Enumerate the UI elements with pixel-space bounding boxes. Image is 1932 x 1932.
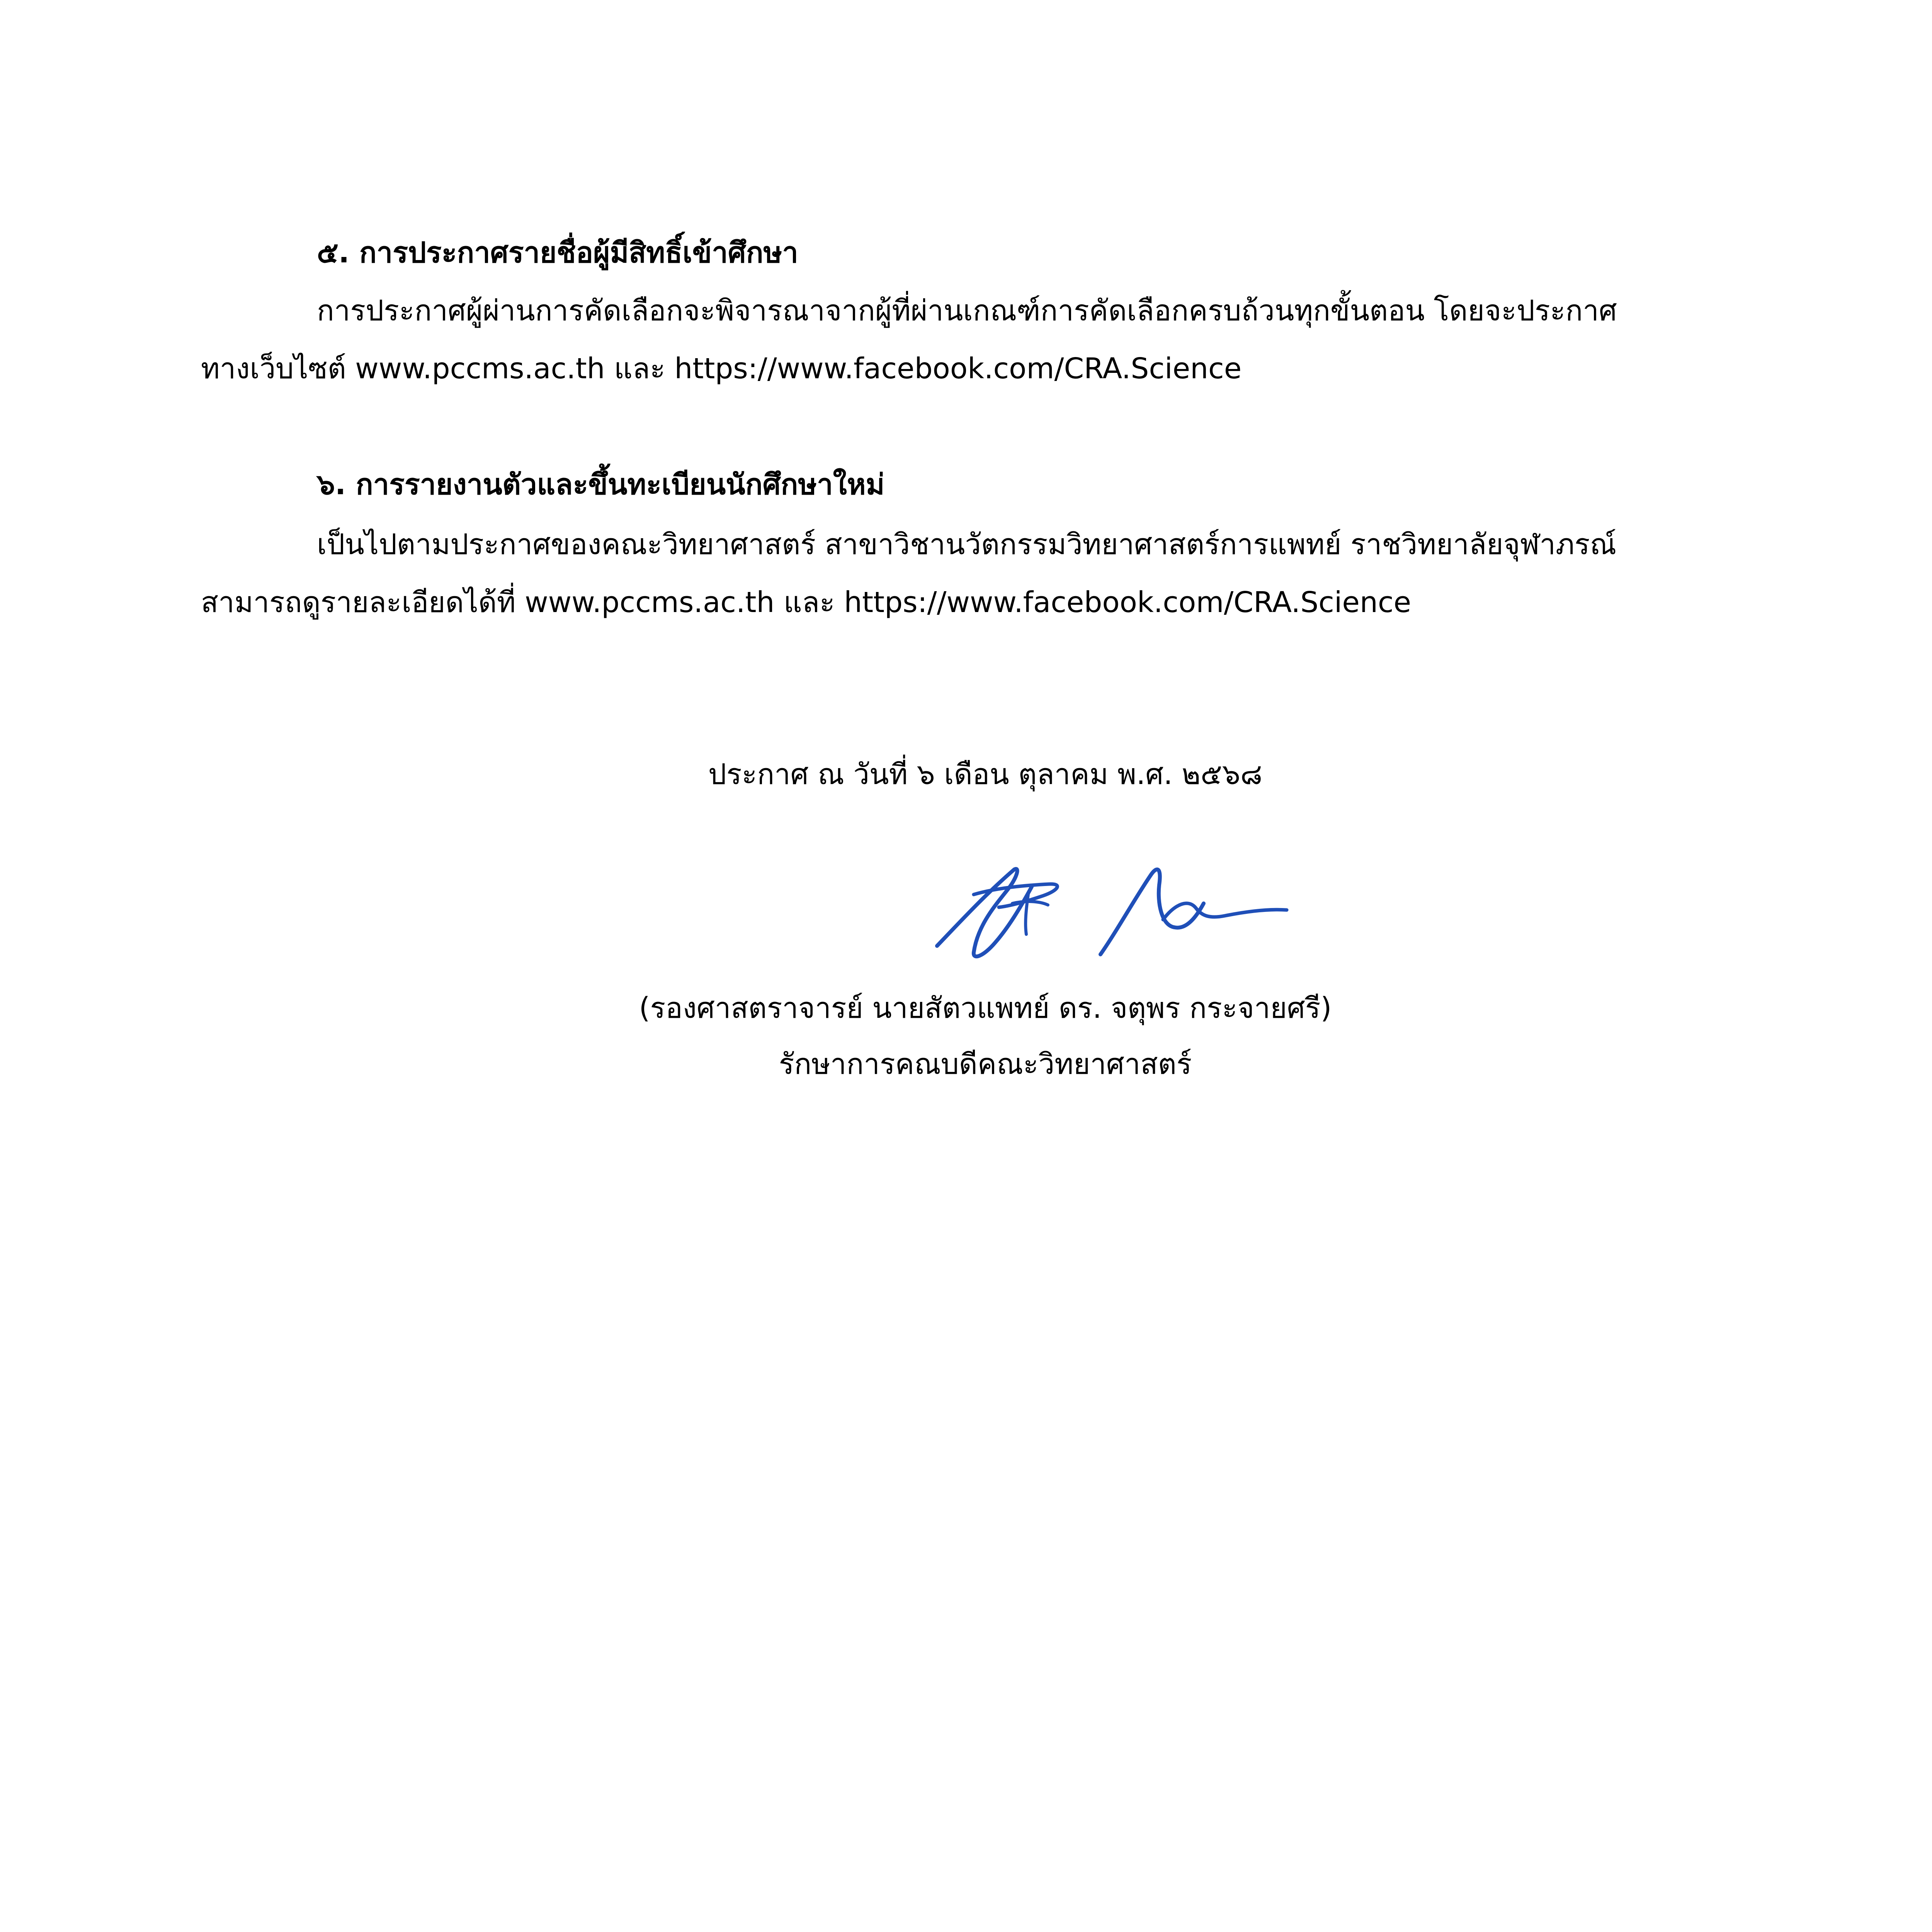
signatory-name: (รองศาสตราจารย์ นายสัตวแพทย์ ดร. จตุพร กระจายศรี) bbox=[639, 992, 1332, 1025]
section-heading-5: ๕. การประกาศรายชื่อผู้มีสิทธิ์เข้าศึกษา bbox=[317, 236, 798, 269]
signatory-title: รักษาการคณบดีคณะวิทยาศาสตร์ bbox=[779, 1048, 1192, 1081]
section-heading-6: ๖. การรายงานตัวและขึ้นทะเบียนนักศึกษาใหม่ bbox=[317, 468, 885, 501]
section-5-line-1: การประกาศผู้ผ่านการคัดเลือกจะพิจารณาจากผู้ที่ผ่านเกณฑ์การคัดเลือกครบถ้วนทุกขั้นตอน โดยจะประกาศ bbox=[317, 294, 1617, 327]
signature-image bbox=[916, 858, 1294, 981]
section-6-line-2: สามารถดูรายละเอียดได้ที่ www.pccms.ac.th และ https://www.facebook.com/CRA.Science bbox=[201, 586, 1412, 619]
announcement-date: ประกาศ ณ วันที่ ๖ เดือน ตุลาคม พ.ศ. ๒๕๖๘ bbox=[708, 758, 1263, 791]
section-6-line-1: เป็นไปตามประกาศของคณะวิทยาศาสตร์ สาขาวิชานวัตกรรมวิทยาศาสตร์การแพทย์ ราชวิทยาลัยจุฬาภรณ์ bbox=[317, 528, 1617, 561]
section-5-line-2: ทางเว็บไซต์ www.pccms.ac.th และ https://www.facebook.com/CRA.Science bbox=[201, 352, 1242, 385]
